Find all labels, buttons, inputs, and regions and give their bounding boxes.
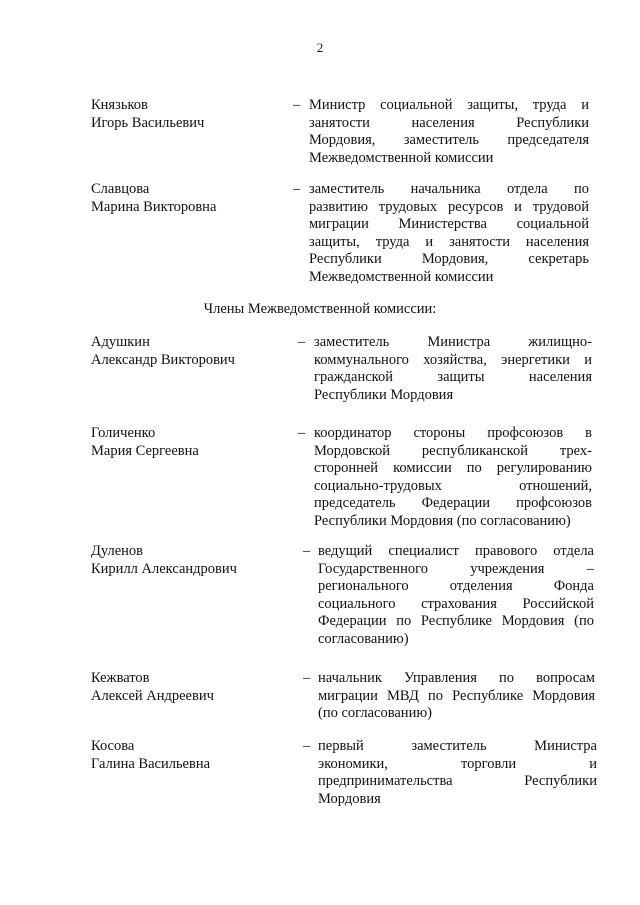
position-line: развитию трудовых ресурсов и трудовой <box>309 198 589 215</box>
position-line: Республики Мордовия <box>314 386 454 403</box>
position-line: Мордовской республиканской трех- <box>314 442 592 459</box>
dash-separator: – <box>293 181 301 197</box>
position-line: Мордовия, заместитель председателя <box>309 132 589 148</box>
position-line: коммунального хозяйства, энергетики и <box>314 351 592 368</box>
position-line: Государственного учреждения – <box>318 560 594 577</box>
position-line: координатор стороны профсоюзов в <box>314 425 592 441</box>
member-surname: Князьков <box>91 97 148 113</box>
member-surname: Адушкин <box>91 334 150 350</box>
position-line: согласованию) <box>318 630 409 647</box>
member-position <box>309 181 589 286</box>
position-line: Межведомственной комиссии <box>309 268 494 285</box>
position-line: (по согласованию) <box>318 705 432 721</box>
dash-separator: – <box>298 334 306 350</box>
position-line: первый заместитель Министра <box>318 738 597 754</box>
position-line: Мордовия <box>318 790 381 807</box>
member-name <box>91 97 291 132</box>
member-name <box>91 334 291 369</box>
member-surname: Косова <box>91 738 135 754</box>
member-surname: Кежватов <box>91 670 150 686</box>
page-number: 2 <box>316 40 324 55</box>
dash-separator: – <box>303 738 311 754</box>
member-name <box>91 181 291 216</box>
position-line: Министр социальной защиты, труда и <box>309 97 589 113</box>
position-line: ведущий специалист правового отдела <box>318 543 594 559</box>
member-position <box>318 670 595 723</box>
dash-separator: – <box>303 670 311 686</box>
member-name <box>91 543 291 578</box>
member-position <box>314 334 592 404</box>
member-given-names: Марина Викторовна <box>91 198 217 215</box>
dash-separator: – <box>303 543 311 559</box>
position-line: председатель Федерации профсоюзов <box>314 495 592 511</box>
member-name <box>91 738 291 773</box>
position-line: миграции МВД по Республике Мордовия <box>318 687 595 704</box>
position-line: сторонней комиссии по регулированию <box>314 460 592 476</box>
section-title: Члены Межведомственной комиссии: <box>203 301 437 317</box>
member-position <box>318 543 594 648</box>
member-name <box>91 670 291 705</box>
position-line: Республики Мордовия, секретарь <box>309 251 589 267</box>
position-line: защиты, труда и занятости населения <box>309 233 589 250</box>
position-line: Межведомственной комиссии <box>309 149 494 166</box>
member-position <box>309 97 589 167</box>
dash-separator: – <box>293 97 301 113</box>
position-line: социального страхования Российской <box>318 595 594 612</box>
position-line: социально-трудовых отношений, <box>314 477 592 494</box>
position-line: Республики Мордовия (по согласованию) <box>314 512 571 529</box>
member-position <box>318 738 597 808</box>
member-given-names: Мария Сергеевна <box>91 442 199 459</box>
position-line: экономики, торговли и <box>318 755 597 772</box>
member-name <box>91 425 291 460</box>
member-given-names: Александр Викторович <box>91 351 235 368</box>
member-given-names: Галина Васильевна <box>91 755 211 772</box>
member-surname: Славцова <box>91 181 150 197</box>
position-line: заместитель Министра жилищно- <box>314 334 592 350</box>
member-position <box>314 425 592 530</box>
position-line: заместитель начальника отдела по <box>309 181 589 197</box>
member-given-names: Алексей Андреевич <box>91 687 214 704</box>
position-line: миграции Министерства социальной <box>309 216 589 232</box>
position-line: занятости населения Республики <box>309 114 589 131</box>
position-line: предпринимательства Республики <box>318 773 597 789</box>
dash-separator: – <box>298 425 306 441</box>
member-given-names: Кирилл Александрович <box>91 560 237 577</box>
position-line: начальник Управления по вопросам <box>318 670 595 686</box>
position-line: Федерации по Республике Мордовия (по <box>318 613 594 629</box>
position-line: регионального отделения Фонда <box>318 578 594 594</box>
member-surname: Дуленов <box>91 543 144 559</box>
member-given-names: Игорь Васильевич <box>91 114 205 131</box>
member-surname: Голиченко <box>91 425 156 441</box>
position-line: гражданской защиты населения <box>314 369 592 385</box>
